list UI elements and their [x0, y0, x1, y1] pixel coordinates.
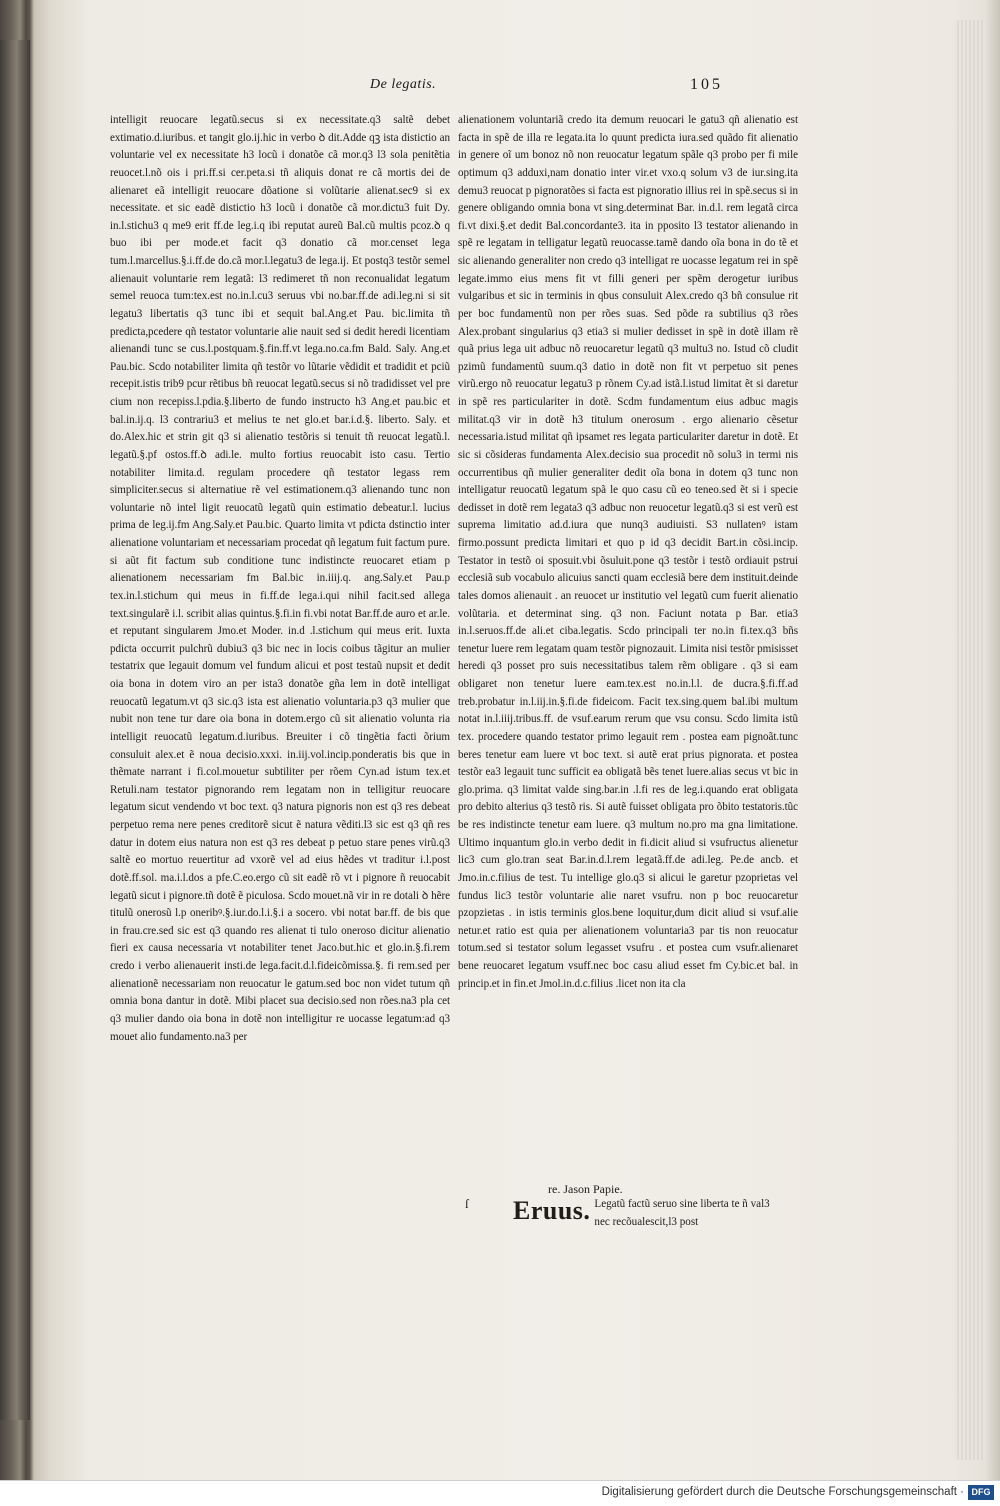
next-section-rubric: [513, 1196, 773, 1231]
rubric-initial: Eruus.: [513, 1196, 591, 1225]
column-paragraph: alienationem voluntariã credo ita demum reuocari le gatu3 qñ alienatio est facta in spẽ de illa re legata.ita lo quunt predicta iura.sed quãdo fit alienatio in genere oĩ um bonoz nõ non reuocatur legatum spãle q3 probo per fi mile optimum q3 adduxi,nam donatio inter vir.et vxo.q solum v3 de iur.sing.ita demu3 reuocat p pignoratões si facta est pignoratio illius rei in spẽ.secus si in genere obligando omnia bona vt sing.determinat Bar. in.d.l. rem legatã circa fi.vt dixi.§.et dedit Bal.concordante3. ita in pposito l3 testator alienando in spẽ re legatam in telligatur legatũ reuocasse.tamẽ dando oĩa bona in do tẽ et sic alienando generaliter non credo q3 intelligat re uocasse legatum rei in spẽ legate.immo eius mens fit vt filli generi per spẽm derogetur iuribus vulgaribus et sic in terminis in qbus consuluit Alex.credo q3 bñ consuluе rit per boc fundamentũ non per rões suas. Sed põde ra subtilius q3 rões Alex.probant singularius q3 etia3 si mulier dedisset in spẽ in dotẽ illam rẽ quã prius lega uit adbuc nõ reuocaretur legatũ q3 multu3 no. Istud cõ cludit pzimũ fundamentũ suum.q3 datio in dotẽ non fit vt perpetuo sit penes virũ.ergo nõ reuocatur legatu3 p rõnem Cy.ad istã.l.istud limitat ẽt si daretur in spẽ res particulariter in dotẽ. Scdm fundamentum eius adbuc magis militat.q3 vir in dotẽ h3 titulum onerosum . ergo alienario cẽsetur necessaria.istud militat qñ ipsamet res legata particulariter daretur in dotẽ. Et sic si cõsideras fundamenta Alex.decisio sua procedit nõ solu3 in termi nis occurrentibus qñ mulier generaliter dedit oĩa bona in dotem q3 tunc non intelligatur reuocatũ legatum spã le quo casu cũ eo teneo.sed ẽt si i specie dedisset in dotẽ rem legata3 q3 adbuc non reuocetur legatũ.q3 si est verũ est suprema limitatio ad.d.iura que nunq3 audiuisti. S3 nullatenꝰ istam firmo.possunt predicta limitari et quo p id q3 decidit Bart.in cõsi.incip. Testator in testõ oi sposuit.vbi õsuluit.pone q3 testõr i testõ ordiauit pstrui ecclesiã sub vocabulo alicuius sancti quam ecclesiã bere dem instituit.deinde tales domos alienauit . an reuocet ur institutio vel legatũ cum fuerit alienatio volũtaria. et determinat sing. q3 non. Faciunt notata p Bar. etia3 in.l.seruos.ff.de ali.et ciba.legatis. Scdo principali ter no.in fi.tex.q3 bñs tenetur luere rem legatam quam testõr pignozauit. Limita nisi testõr pmisisset heredi q3 posset pro suis necessitatibus talem rẽm obligare . q3 si eam obligaret non tenetur luere eam.tex.est no.in.l.l. de ducra.§.fi.ff.ad treb.probatur in.l.iij.in.§.fi.de fideicom. Facit tex.sing.quem bal.ibi multum notat in.l.iiij.tribus.ff. de vsuf.earum rerum que vsu consu. Scdo limita istũ tex. procedere quando testator primo legauit rem . postea eam pignoãt.tunc beres tenetur eam luere vt boc text. si autẽ erat prius pignorata. et postea testõr ea3 legauit tunc sufficit ea obligatã bẽs tenet luere.alias secus vt bic in glo.prima. q3 limitat valde sing.bar.in .l.fi res de leg.i.quando erat obligata pro debito alterius q3 testõ ris. Si autẽ fuisset obligata pro õbito testatoris.tũc be res indistincte tenetur eam luere. q3 multum no.pro ma gna limitatione. Ultimo inquantum glo.in verbo dedit in fi.dicit aliud si vsufructus alienetur lic3 cum glo.tran seat Bar.in.d.l.rem legatã.ff.de adi.leg. Pe.de ancb. et Jmo.in.c.filius de test. Tu intellige glo.q3 si alicui le garetur pzoprietas vel fundus lic3 testõr voluntarie alie naret vsufru. non p boc reuocaretur pzopzietas . in istis terminis glos.bene loquitur,dum dicit aliud si vsuf.alie netur.et ratio est quia per alienationem voluntaria3 par tis non reuocatur totum.sed si testator solum legasset vsufru . et postea cum vsufr.alienaret bene reuocaret legatum vsuff.nec boc casu aliud esset fm Cy.bic.et bal. in princip.et in fin.et Jmol.in.d.c.filius .licet non ita cla: [458, 114, 798, 990]
rubric-text: Legatũ factũ seruo sine liberta te ñ val3 nec recõualescit,l3 post: [594, 1198, 770, 1228]
footer-bar: [0, 1480, 1000, 1506]
facing-page-edge: [0, 40, 30, 1420]
signature-mark: ſ: [465, 1196, 469, 1211]
text-column-right: [458, 112, 798, 993]
dfg-logo: DFG: [968, 1485, 994, 1500]
folio-number: 105: [690, 76, 723, 93]
column-paragraph: intelligit reuocare legatũ.secus si ex necessitate.q3 saltẽ debet extimatio.d.iuribus. et tangit glo.ij.hic in verbo ꝺ dit.Adde qꝫ ista distictio an voluntarie vel ex necessitate h3 locũ i donatõe cã mor.q3 l3 sola penitẽtia reuocet.l.nõ ois i pri.ff.si cer.peta.si tñ aliquis donat re cã mortis dei de alienaret eã intelligit reuocare dõatione si volũtarie alienat.sec9 si ex necessitate. et sic eadẽ distictio h3 locũ i donatõe cã mor.dictu3 fuit Dy. in.l.stichu3 q me9 erit ff.de leg.i.q ibi reputat aureũ Bal.cũ multis pcoz.ꝺ q buo ibi per mode.et facit q3 donatio cã mor.censet lega tum.l.marcellus.§.i.ff.de do.cã mor.l.legatu3 de lega.ij. Et postq3 testõr semel alienauit voluntarie rem legatã: l3 redimeret tñ non reconualidat legatum semel reuoca tum:tex.est no.in.l.cu3 seruus vbi no.bar.ff.de adi.leg.ni si sit legatu3 libertatis q3 tunc ibi et sequit bal.Ang.et Pau. bic.limita tñ predicta,pcedere qñ testator voluntarie alie nauit sed si dedit heredi licentiam alienandi tunc se cus.l.postquam.§.fin.ff.vt lega.no.ca.fm Bald. Saly. Ang.et Pau.bic. Scdo notabiliter limita qñ testõr vo lũtarie vẽdidit et tradidit et pciũ recepit.istis trib9 pcur rẽtibus bñ reuocat legatũ.secus si nõ tradidisset vel pre cium non recepiss.l.pdia.§.liberto de fundo instructo h3 Ang.et pau.bic et bal.in.ij.q. l3 contrariu3 et melius te net glo.et bar.i.d.§. liberto. Saly. et do.Alex.hic et strin git q3 si alienatio testõris si tenuit tñ reuocat legatũ.l. legatũ.§.pf ostos.ff.ꝺ adi.le. multo fortius reuocabit isto casu. Tertio notabiliter limita.d. regulam procedere qñ testator legass rem simpliciter.secus si alternatiue rẽ vel estimationem.q3 alienando tunc non voluntarie nõ intel ligit reuocatũ legatũ quin estimatio debeatur.l. lucius prima de leg.ij.fm Ang.Saly.et Pau.bic. Quarto limita vt pdicta dstinctio inter alienatione voluntariam et necessariam procedat qñ legatum fuit factum pure. si aũt fit factum sub conditione tunc indistincte reuocaret etiam p alienationem necessariam fm Bal.bic in.iiij.q. ang.Saly.et Pau.p tex.in.l.stichum qui meus in fi.ff.de lega.i.qui nihil facit.sed allega text.singularẽ i.l. scribit alias quintus.§.fi.in fi.vbi notat Bar.ff.de auro et ar.le. et reputant singularem Jmo.et Moder. in.d .l.stichum qui meus erit. Iuxta pdicta occurrit pulchrũ dubiu3 q3 bic nec in locis coibus tãgitur an mulier testatrix que legauit domum vel fundum alicui et post testaũ nupsit et dedit oia bona in dotem viro an per ista3 donatõe gña lem in dotẽ intelligat reuocatũ legatum.vt q3 sic.q3 ista est alienatio voluntaria.p3 q3 mulier que nubit non tene tur dare oia bona in dotem.ergo cũ sit alienatio volunta ria intelligit reuocatũ legatum.d.iuribus. Breuiter i cõ tingẽtia facti õrium consuluit alex.et ẽ noua decisio.xxxi. in.iij.vol.incip.ponderatis bis que in thẽmate narrant i fi.col.mouetur subtiliter per rõem Cyn.ad istum tex.et Retuli.nam testator pignorando rem legatam non in telligitur reuocare legatum sicut vendendo vt boc text. q3 natura pignoris non est q3 res debeat perpetuo rema nere penes creditorẽ sicut ẽ natura vẽditi.l3 sic est q3 qñ res datur in dotem eius natura non est q3 res debeat p petuo stare penes virũ.q3 saltẽ eo mortuo reuertitur ad vxorẽ vel ad eius hẽdes vt traditur i.l.post dotẽ.ff.sol. ma.i.l.dos a pfe.C.eo.ergo cũ sit eadẽ rõ vt i pignore ñ reuocabit legatũ sicut i pignore.tñ dotẽ ẽ piculosa. Scdo mouet.nã vir in re dotali ꝺ hẽre titulũ onerosũ l.p oneribꝰ.§.iur.do.l.i.§.i a socero. vbi notat bar.ff. de bis que in frau.cre.sed sic est q3 quando res alienat ti tulo oneroso dicitur alienatio fieri ex causa necessaria vt notabiliter tenet Jaco.but.hic et glo.in.§.fi.rem credo i verbo alienauerit insti.de lega.facit.d.l.fideicõmissa.§. fi rem.sed per alienationẽ necessariam non reuocatur le gatum.sed boc non videt tutum qñ omnia bona dantur in dotẽ. Mibi placet sua decisio.sed non rões.na3 pla cet q3 mulier dando oia bona in dotẽ non intelligitur re uocasse legatum:ad q3 mouet alio fundamento.na3 per: [110, 114, 450, 1043]
book-fore-edge: [955, 20, 985, 1460]
running-head: De legatis.: [370, 77, 437, 92]
closing-attribution: re. Jason Papie.: [548, 1182, 623, 1196]
text-column-left: [110, 112, 450, 1046]
footer-credit: Digitalisierung gefördert durch die Deutsche Forschungsgemeinschaft ·: [601, 1486, 964, 1498]
